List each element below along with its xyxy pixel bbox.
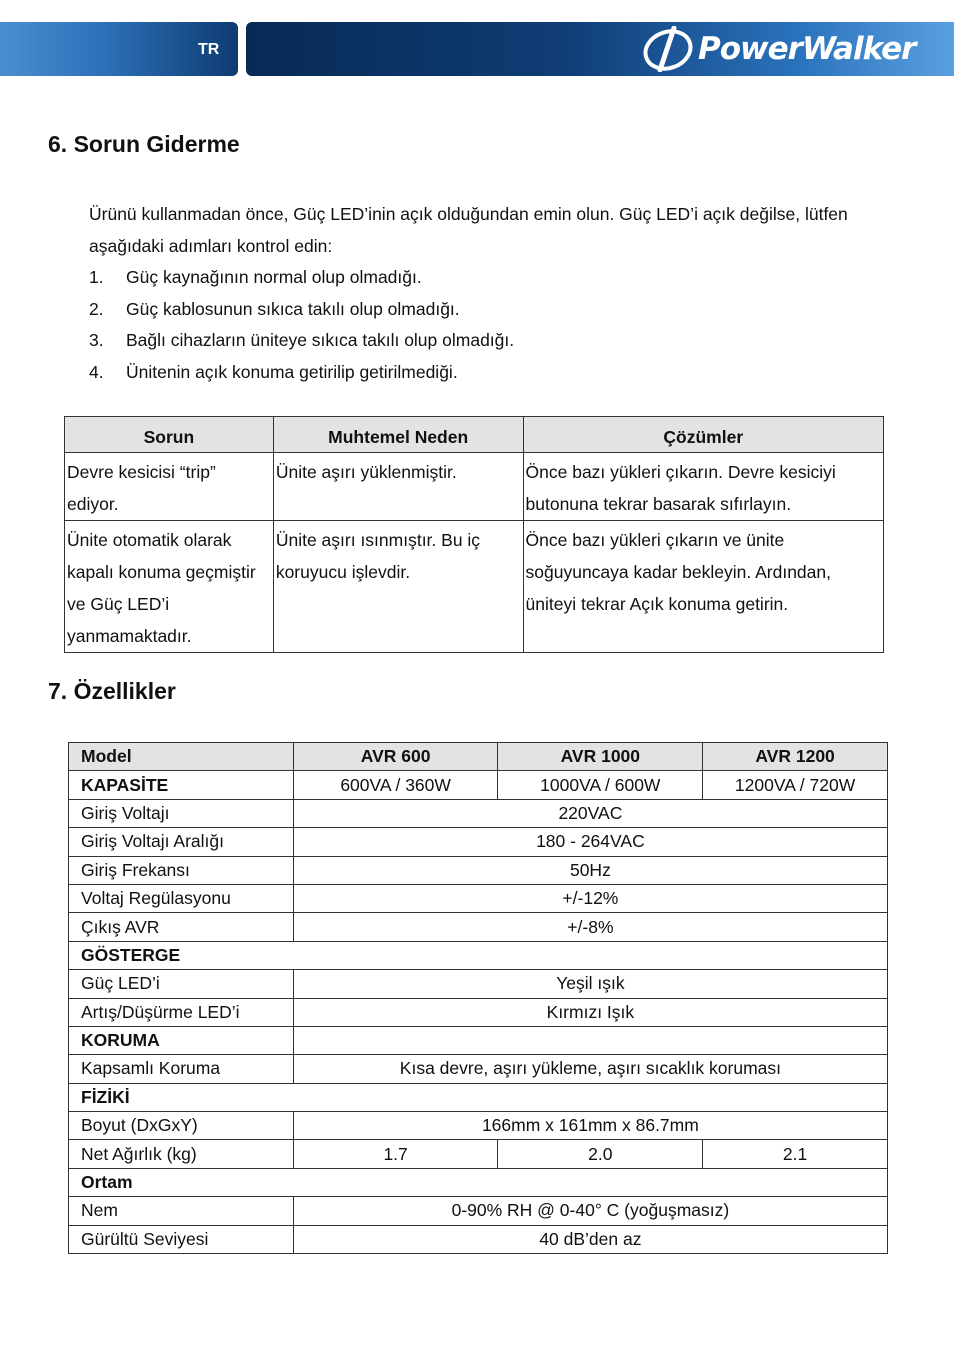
- header-model: Model: [69, 743, 294, 771]
- solution-cell: Önce bazı yükleri çıkarın ve ünite soğuyuncaya kadar bekleyin. Ardından, üniteyi tekrar Açık konuma getirin.: [523, 521, 883, 653]
- capacity-value: 1000VA / 600W: [498, 771, 703, 799]
- table-row: [69, 799, 888, 827]
- input-freq-label: Giriş Frekansı: [69, 856, 294, 884]
- table-row: [69, 828, 888, 856]
- problem-cell: Ünite otomatik olarak kapalı konuma geçmiştir ve Güç LED’i yanmamaktadır.: [65, 521, 274, 653]
- noise-label: Gürültü Seviyesi: [69, 1225, 294, 1253]
- output-avr-label: Çıkış AVR: [69, 913, 294, 941]
- page-header: [0, 22, 954, 76]
- weight-value: 2.1: [703, 1140, 888, 1168]
- boost-led-label: Artış/Düşürme LED’i: [69, 998, 294, 1026]
- indicator-section: GÖSTERGE: [69, 941, 888, 969]
- table-header-row: [65, 417, 884, 453]
- input-voltage-value: 220VAC: [293, 799, 887, 827]
- environment-section: Ortam: [69, 1168, 888, 1196]
- header-avr1000: AVR 1000: [498, 743, 703, 771]
- table-row: [65, 521, 884, 653]
- physical-section: FİZİKİ: [69, 1083, 888, 1111]
- cause-cell: Ünite aşırı ısınmıştır. Bu iç koruyucu işlevdir.: [273, 521, 523, 653]
- weight-value: 1.7: [293, 1140, 498, 1168]
- header-solution: Çözümler: [523, 417, 883, 453]
- solution-cell: Önce bazı yükleri çıkarın. Devre kesiciyi butonuna tekrar basarak sıfırlayın.: [523, 453, 883, 521]
- full-protection-value: Kısa devre, aşırı yükleme, aşırı sıcaklık koruması: [293, 1055, 887, 1083]
- table-row: [69, 1197, 888, 1225]
- troubleshooting-table: [64, 416, 884, 653]
- table-row: [69, 884, 888, 912]
- input-freq-value: 50Hz: [293, 856, 887, 884]
- table-row: [69, 998, 888, 1026]
- list-item: 4. Ünitenin açık konuma getirilip getirilmediği.: [89, 362, 458, 383]
- capacity-value: 600VA / 360W: [293, 771, 498, 799]
- cause-cell: Ünite aşırı yüklenmiştir.: [273, 453, 523, 521]
- list-item: 3. Bağlı cihazların üniteye sıkıca takılı olup olmadığı.: [89, 330, 515, 351]
- table-row: [69, 1112, 888, 1140]
- header-problem: Sorun: [65, 417, 274, 453]
- problem-cell: Devre kesicisi “trip” ediyor.: [65, 453, 274, 521]
- capacity-label: KAPASİTE: [69, 771, 294, 799]
- specs-title: 7. Özellikler: [48, 678, 176, 704]
- weight-value: 2.0: [498, 1140, 703, 1168]
- troubleshooting-title: 6. Sorun Giderme: [48, 131, 240, 157]
- language-label: TR: [198, 41, 220, 58]
- power-led-value: Yeşil ışık: [293, 970, 887, 998]
- table-header-row: [69, 743, 888, 771]
- table-row: [69, 1140, 888, 1168]
- table-row: [69, 1225, 888, 1253]
- regulation-value: +/-12%: [293, 884, 887, 912]
- brand-swoosh-icon: [640, 26, 700, 72]
- table-row: [65, 453, 884, 521]
- specs-table: [68, 742, 888, 1254]
- input-voltage-label: Giriş Voltajı: [69, 799, 294, 827]
- list-item: 1. Güç kaynağının normal olup olmadığı.: [89, 267, 422, 287]
- protection-section: KORUMA: [69, 1026, 294, 1054]
- table-row: [69, 1055, 888, 1083]
- header-cause: Muhtemel Neden: [273, 417, 523, 453]
- dimension-label: Boyut (DxGxY): [69, 1112, 294, 1140]
- empty-cell: [293, 1026, 887, 1054]
- power-led-label: Güç LED’i: [69, 970, 294, 998]
- brand-logo: [640, 26, 940, 72]
- header-avr1200: AVR 1200: [703, 743, 888, 771]
- table-row: [69, 856, 888, 884]
- header-left-bar: [0, 22, 238, 76]
- header-avr600: AVR 600: [293, 743, 498, 771]
- boost-led-value: Kırmızı Işık: [293, 998, 887, 1026]
- noise-value: 40 dB’den az: [293, 1225, 887, 1253]
- humidity-label: Nem: [69, 1197, 294, 1225]
- regulation-label: Voltaj Regülasyonu: [69, 884, 294, 912]
- table-row: [69, 1026, 888, 1054]
- table-row: [69, 771, 888, 799]
- troubleshooting-intro: Ürünü kullanmadan önce, Güç LED’inin açık olduğundan emin olun. Güç LED’i açık değilse, lütfen aşağıdaki adımları kontrol edin:: [89, 204, 848, 256]
- dimension-value: 166mm x 161mm x 86.7mm: [293, 1112, 887, 1140]
- capacity-value: 1200VA / 720W: [703, 771, 888, 799]
- table-row: [69, 970, 888, 998]
- brand-name: PowerWalker: [698, 31, 916, 67]
- table-row: [69, 913, 888, 941]
- full-protection-label: Kapsamlı Koruma: [69, 1055, 294, 1083]
- check-steps-list: [89, 262, 514, 389]
- table-row: [69, 941, 888, 969]
- table-row: [69, 1083, 888, 1111]
- input-range-value: 180 - 264VAC: [293, 828, 887, 856]
- table-row: [69, 1168, 888, 1196]
- list-item: 2. Güç kablosunun sıkıca takılı olup olmadığı.: [89, 298, 460, 319]
- weight-label: Net Ağırlık (kg): [69, 1140, 294, 1168]
- input-range-label: Giriş Voltajı Aralığı: [69, 828, 294, 856]
- output-avr-value: +/-8%: [293, 913, 887, 941]
- humidity-value: 0-90% RH @ 0-40° C (yoğuşmasız): [293, 1197, 887, 1225]
